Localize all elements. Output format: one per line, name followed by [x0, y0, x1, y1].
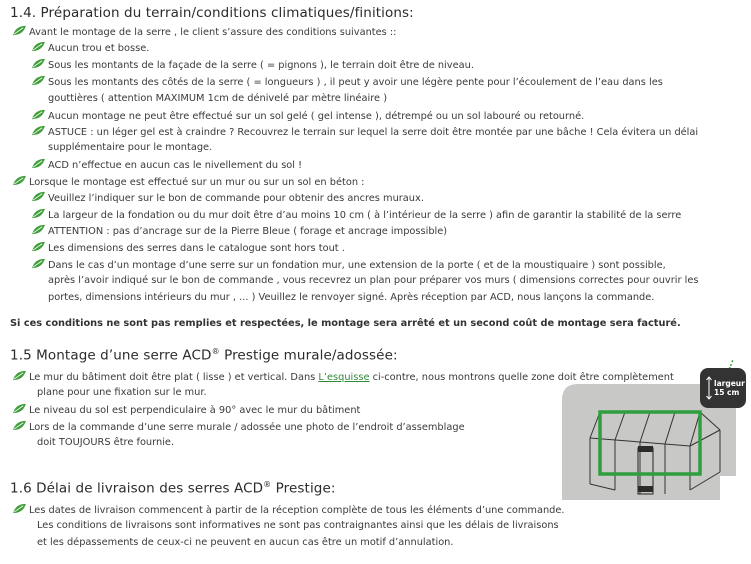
vertical-arrow-icon [706, 376, 712, 400]
section-1-4-title: 1.4. Préparation du terrain/conditions climatiques/finitions: [10, 5, 414, 21]
list-item-text: Les dates de livraison commencent à partir de la réception complète de tous les éléments d’une commande. [29, 505, 565, 516]
list-item [12, 25, 396, 40]
section-1-6-title [10, 480, 336, 497]
section-1-5-title [10, 347, 398, 364]
leaf-bullet-icon [31, 208, 46, 219]
list-item-text: Le mur du bâtiment doit être plat ( lisse ) et vertical. Dans [29, 372, 319, 383]
leaf-bullet-icon [31, 241, 46, 252]
list-item-text: Sous les montants des côtés de la serre ( = longueurs ) , il peut y avoir une légère pente pour l’écoulement de l’eau dans les [48, 77, 663, 88]
title-text: Prestige: [271, 480, 336, 497]
list-item [12, 403, 360, 418]
list-item-text: Lors de la commande d’une serre murale / adossée une photo de l’endroit d’assemblage [29, 422, 465, 433]
list-item [31, 75, 663, 90]
list-item [31, 41, 149, 56]
list-item-text: La largeur de la fondation ou du mur doit être d’au moins 10 cm ( à l’intérieur de la serre ) afin de garantir la stabilité de la serre [48, 210, 682, 221]
leaf-bullet-icon [12, 370, 27, 381]
leaf-bullet-icon [31, 41, 46, 52]
list-item-text: ACD n’effectue en aucun cas le nivellement du sol ! [48, 160, 303, 171]
list-item-continuation: plane pour une fixation sur le mur. [37, 387, 207, 398]
list-item [12, 420, 465, 435]
warning-text: Si ces conditions ne sont pas remplies et respectées, le montage sera arrêté et un second coût de montage sera facturé. [10, 318, 681, 329]
list-item-continuation: Les conditions de livraisons sont informatives ne sont pas contraignantes ainsi que les délais de livraisons [37, 520, 559, 531]
leaf-bullet-icon [31, 75, 46, 86]
door-header [638, 446, 653, 452]
list-item [31, 125, 698, 140]
list-item-text: Le niveau du sol est perpendiculaire à 90° avec le mur du bâtiment [29, 405, 361, 416]
list-item-continuation: après l’avoir indiqué sur le bon de commande , vous recevrez un plan pour préparer vos murs ( dimensions correctes pour ouvrir les [48, 275, 699, 286]
door-threshold [638, 486, 653, 492]
leaf-bullet-icon [12, 25, 27, 36]
title-text: Prestige murale/adossée: [219, 347, 398, 364]
list-item-continuation: gouttières ( attention MAXIMUM 1cm de dénivelé par mètre linéaire ) [48, 93, 388, 104]
leaf-bullet-icon [31, 58, 46, 69]
list-item-text: Avant le montage de la serre , le client s’assure des conditions suivantes :: [29, 27, 397, 38]
list-item [12, 175, 364, 190]
leaf-bullet-icon [31, 109, 46, 120]
list-item [31, 224, 447, 239]
list-item [31, 258, 666, 273]
leaf-bullet-icon [12, 403, 27, 414]
list-item-text: Aucun montage ne peut être effectué sur un sol gelé ( gel intense ), détrempé ou un sol labouré ou retourné. [48, 111, 585, 122]
list-item-text: ci-contre, nous montrons quelle zone doit être complètement [369, 372, 674, 383]
registered-mark: ® [263, 480, 272, 489]
leaf-bullet-icon [31, 158, 46, 169]
width-badge [700, 368, 746, 408]
leaf-bullet-icon [12, 175, 27, 186]
title-text: 1.6 Délai de livraison des serres ACD [10, 480, 264, 497]
list-item [31, 191, 424, 206]
list-item-continuation: et les dépassements de ceux-ci ne peuvent en aucun cas être un motif d’annulation. [37, 537, 454, 548]
title-text: 1.5 Montage d’une serre ACD [10, 347, 212, 364]
leaf-bullet-icon [31, 191, 46, 202]
list-item-text: Dans le cas d’un montage d’une serre sur un fondation mur, une extension de la porte ( et de la moustiquaire ) sont possible, [48, 260, 666, 271]
leaf-bullet-icon [31, 224, 46, 235]
leaf-bullet-icon [31, 258, 46, 269]
registered-mark: ® [211, 347, 220, 356]
list-item-text: Lorsque le montage est effectué sur un mur ou sur un sol en béton : [29, 177, 365, 188]
list-item-continuation: doit TOUJOURS être fournie. [37, 437, 175, 448]
list-item [31, 158, 302, 173]
arrow-head-icon [725, 360, 733, 368]
list-item [31, 241, 345, 256]
list-item-text: ATTENTION : pas d’ancrage sur de la Pierre Bleue ( forage et ancrage impossible) [48, 226, 448, 237]
list-item-text: Aucun trou et bosse. [48, 43, 150, 54]
leaf-bullet-icon [31, 125, 46, 136]
list-item-continuation: supplémentaire pour le montage. [48, 142, 213, 153]
badge-value: 15 cm [714, 388, 740, 397]
list-item [31, 109, 584, 124]
list-item-text: Veuillez l’indiquer sur le bon de commande pour obtenir des ancres muraux. [48, 193, 424, 204]
badge-label: largeur [714, 379, 745, 388]
leaf-bullet-icon [12, 503, 27, 514]
list-item-text: Les dimensions des serres dans le catalogue sont hors tout . [48, 243, 345, 254]
list-item [12, 503, 565, 518]
list-item [31, 208, 681, 223]
list-item-text: Sous les montants de la façade de la serre ( = pignons ), le terrain doit être de niveau. [48, 60, 474, 71]
leaf-bullet-icon [12, 420, 27, 431]
esquisse-link[interactable]: L’esquisse [318, 372, 370, 383]
list-item-continuation: portes, dimensions intérieurs du mur , ... ) Veuillez le renvoyer signé. Après réception par ACD, nous lançons la commande. [48, 292, 655, 303]
list-item [31, 58, 474, 73]
list-item-text: ASTUCE : un léger gel est à craindre ? Recouvrez le terrain sur lequel la serre doit être montée par une bâche ! Cela évitera un délai [48, 127, 699, 138]
